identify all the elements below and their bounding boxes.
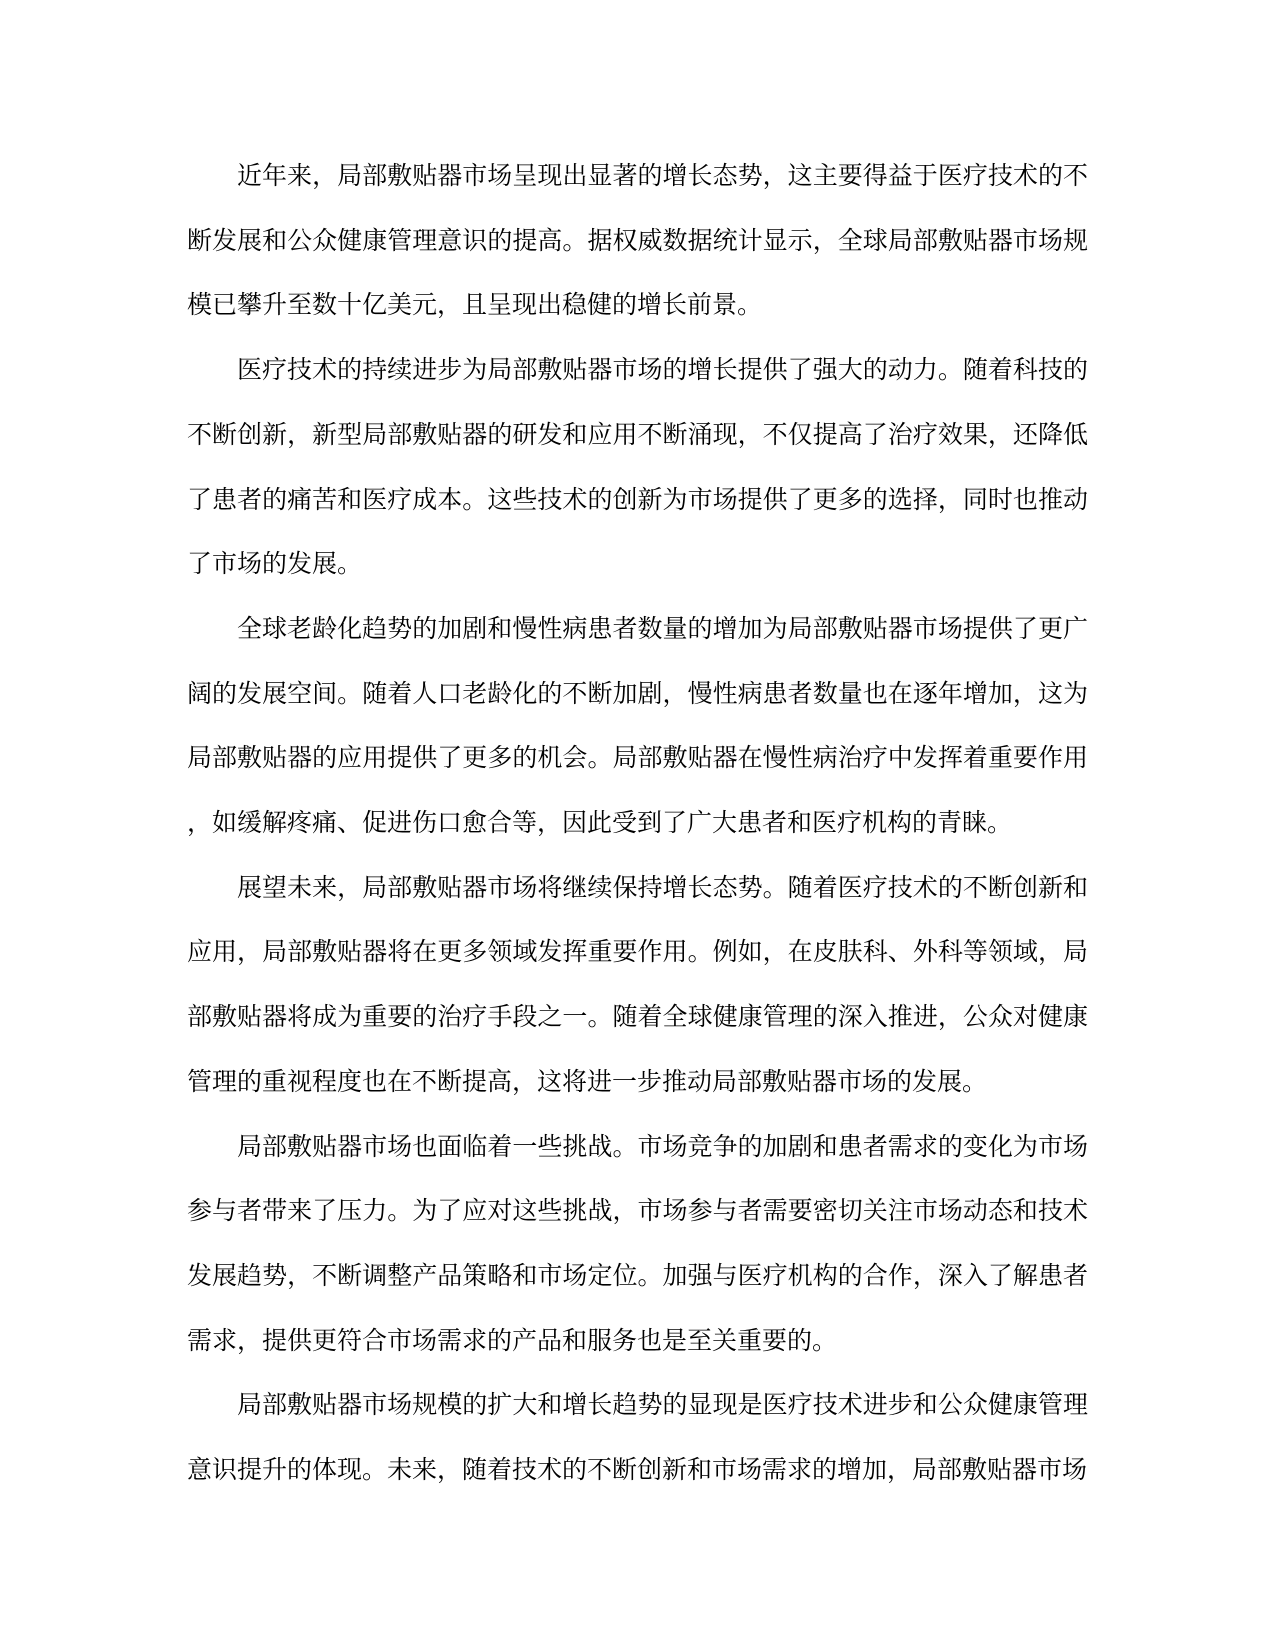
paragraph: 近年来，局部敷贴器市场呈现出显著的增长态势，这主要得益于医疗技术的不断发展和公众健康管理意识的提高。据权威数据统计显示，全球局部敷贴器市场规模已攀升至数十亿美元，且呈现出稳健的增长前景。 — [187, 161, 1088, 320]
document-body — [187, 144, 1088, 1503]
paragraph: 局部敷贴器市场规模的扩大和增长趋势的显现是医疗技术进步和公众健康管理意识提升的体现。未来，随着技术的不断创新和市场需求的增加，局部敷贴器市场 — [187, 1390, 1088, 1485]
paragraph: 医疗技术的持续进步为局部敷贴器市场的增长提供了强大的动力。随着科技的不断创新，新型局部敷贴器的研发和应用不断涌现，不仅提高了治疗效果，还降低了患者的痛苦和医疗成本。这些技术的创新为市场提供了更多的选择，同时也推动了市场的发展。 — [187, 355, 1088, 579]
paragraph: 全球老龄化趋势的加剧和慢性病患者数量的增加为局部敷贴器市场提供了更广阔的发展空间。随着人口老龄化的不断加剧，慢性病患者数量也在逐年增加，这为局部敷贴器的应用提供了更多的机会。局部敷贴器在慢性病治疗中发挥着重要作用，如缓解疼痛、促进伤口愈合等，因此受到了广大患者和医疗机构的青睐。 — [187, 613, 1088, 838]
paragraph: 展望未来，局部敷贴器市场将继续保持增长态势。随着医疗技术的不断创新和应用，局部敷贴器将在更多领域发挥重要作用。例如，在皮肤科、外科等领域，局部敷贴器将成为重要的治疗手段之一。随着全球健康管理的深入推进，公众对健康管理的重视程度也在不断提高，这将进一步推动局部敷贴器市场的发展。 — [187, 872, 1088, 1096]
paragraph: 局部敷贴器市场也面临着一些挑战。市场竞争的加剧和患者需求的变化为市场参与者带来了压力。为了应对这些挑战，市场参与者需要密切关注市场动态和技术发展趋势，不断调整产品策略和市场定位。加强与医疗机构的合作，深入了解患者需求，提供更符合市场需求的产品和服务也是至关重要的。 — [187, 1131, 1088, 1355]
